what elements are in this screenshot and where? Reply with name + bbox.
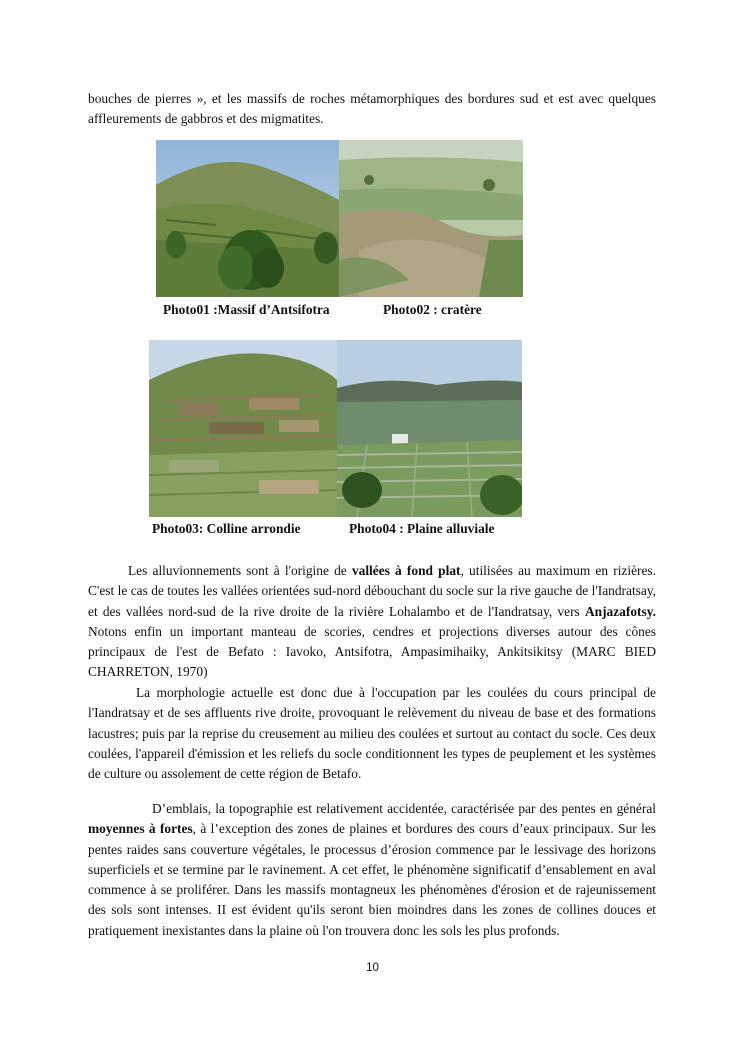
paragraph2-text: La morphologie actuelle est donc due à l'occupation par les coulées du cours principal de l'Iandratsay et de ses affluents rive droite, provoquant le relèvement du niveau de base et des formations lacustres; puis par la reprise du creusement au milieu des coulées et surtout au contact du socle. Ces deux coulées, l'appareil d'émission et les reliefs du socle conditionnent les types de peuplement et les systèmes de culture ou assolement de cette région de Betafo.: [88, 685, 656, 782]
intro-text: bouches de pierres », et les massifs de roches métamorphiques des bordures sud et est avec quelques affleurements de gabbros et des migmatites.: [88, 91, 656, 127]
caption-photo02: Photo02 : cratère: [383, 302, 482, 317]
photo-massif-antsifotra: [156, 140, 339, 297]
paragraph1-bold-2: Anjazafotsy.: [584, 603, 656, 619]
paragraph1-text-1: Les alluvionnements sont à l'origine de: [128, 563, 352, 578]
caption-photo01: Photo01 :Massif d’Antsifotra: [163, 302, 330, 317]
page-number: 10: [366, 962, 379, 974]
photo-colline-arrondie: [149, 340, 337, 517]
paragraph1-text-3: Notons enfin un important manteau de scories, cendres et projections diverses autour des cônes principaux de l'est de Befato : Iavoko, Antsifotra, Ampasimihaiky, Ankitsikitsy (MARC BIED CHARRETON, 1970): [88, 623, 656, 680]
paragraph3-text-1: D’emblais, la topographie est relativement accidentée, caractérisée par des pentes en général: [152, 801, 656, 816]
photo-cratere: [339, 140, 523, 297]
paragraph3-bold-1: moyennes à fortes: [88, 821, 193, 837]
paragraph-alluvionnements: [88, 561, 656, 683]
caption-photo03: Photo03: Colline arrondie: [152, 521, 301, 536]
photo-plaine-alluviale: [337, 340, 522, 517]
paragraph1-bold-1: vallées à fond plat: [351, 563, 461, 578]
intro-paragraph: [88, 89, 656, 130]
paragraph3-text-2: , à l’exception des zones de plaines et bordures des cours d’eaux principaux. Sur les pentes raides sans couverture végétales, le processus d’érosion commence par le lessivage des horizons superficiels et se termine par le ravinement. A cet effet, le phénomène significatif d’ensablement en aval commence à se proliférer. Dans les massifs montagneux les phénomènes d'érosion et de rajeunissement des sols sont intenses. II est évident qu'ils seront bien moindres dans les zones de collines douces et pratiquement inexistantes dans la plaine où l'on trouvera donc les sols les plus profonds.: [88, 821, 656, 938]
paragraph-morphologie: [88, 683, 656, 784]
caption-photo04: Photo04 : Plaine alluviale: [349, 521, 495, 536]
paragraph-topographie: [88, 799, 656, 941]
paragraph1-text-2: , utilisées au maximum en rizières. C'est le cas de toutes les vallées orientées sud-nord débouchant du socle sur la rive gauche de l'Iandratsay, et des vallées nord-sud de la rive droite de la rivière Lohalambo et de l'Iandratsay, vers: [88, 563, 656, 619]
